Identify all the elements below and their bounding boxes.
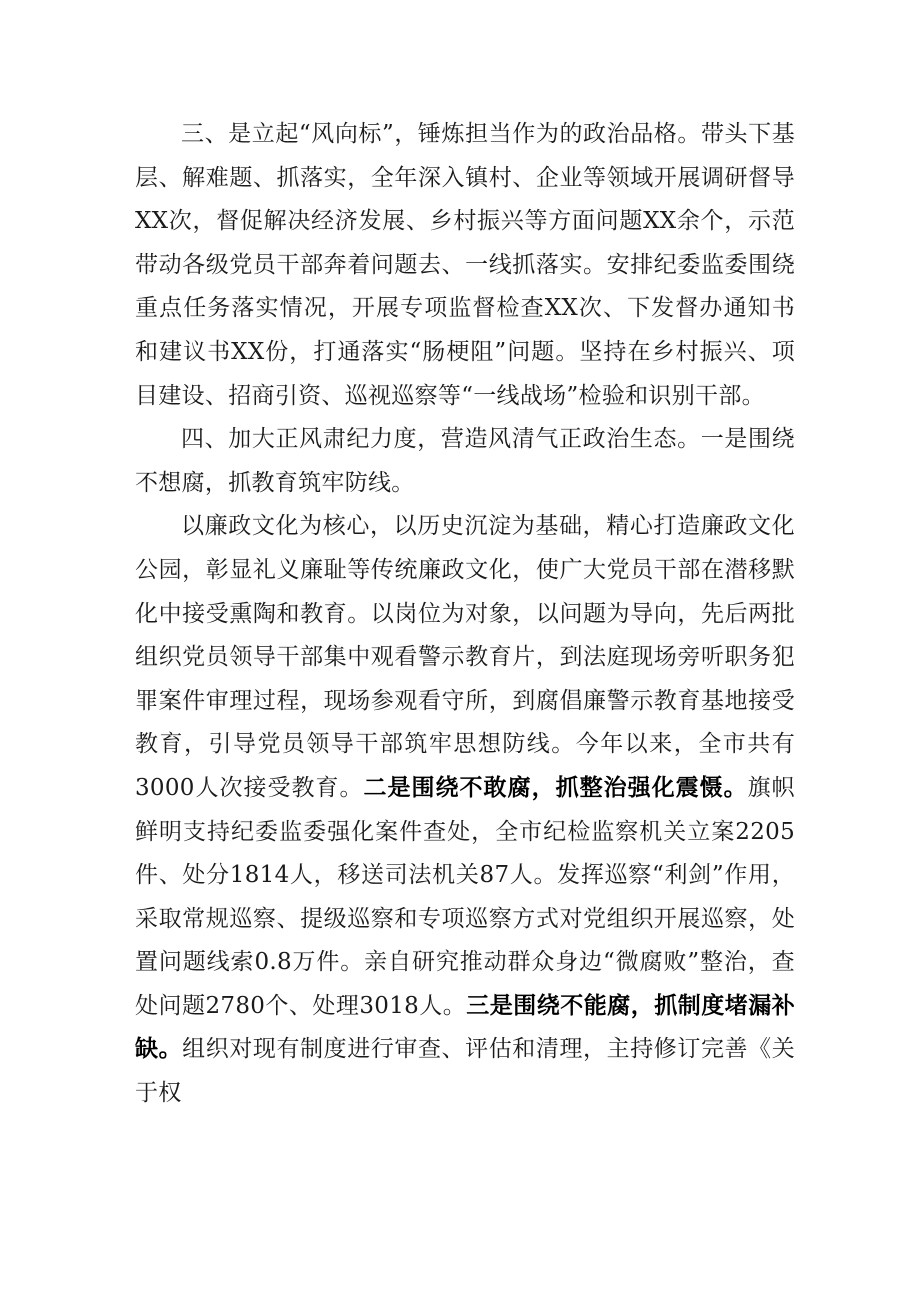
- paragraph-text: 四、加大正风肃纪力度，营造风清气正政治生态。一是围绕不想腐，抓教育筑牢防线。: [135, 426, 795, 496]
- paragraph-three: [135, 113, 795, 418]
- bold-heading-two: 二是围绕不敢腐，抓整治强化震慑。: [363, 774, 748, 801]
- paragraph-text: 以廉政文化为核心，以历史沉淀为基础，精心打造廉政文化公园，彰显礼义廉耻等传统廉政文化，使广大党员干部在潜移默化中接受熏陶和教育。以岗位为对象，以问题为导向，先后两批组织党员领导干部集中观看警示教育片，到法庭现场旁听职务犯罪案件审理过程，现场参观看守所，到腐倡廉警示教育基地接受教育，引导党员领导干部筑牢思想防线。今年以来，全市共有3000人次接受教育。: [135, 513, 795, 801]
- paragraph-text: 旗帜鲜明支持纪委监委强化案件查处，全市纪检监察机关立案2205件、处分1814人，移送司法机关87人。发挥巡察“利剑”作用，采取常规巡察、提级巡察和专项巡察方式对党组织开展巡察，处置问题线索0.8万件。亲自研究推动群众身边“微腐败”整治，查处问题2780个、处理3018人。: [135, 774, 795, 1019]
- paragraph-text: 三、是立起“风向标”，锤炼担当作为的政治品格。带头下基层、解难题、抓落实，全年深入镇村、企业等领域开展调研督导XX次，督促解决经济发展、乡村振兴等方面问题XX余个，示范带动各级党员干部奔着问题去、一线抓落实。安排纪委监委围绕重点任务落实情况，开展专项监督检查XX次、下发督办通知书和建议书XX份，打通落实“肠梗阻”问题。坚持在乡村振兴、项目建设、招商引资、巡视巡察等“一线战场”检验和识别干部。: [135, 121, 795, 409]
- paragraph-anti-corruption: [135, 505, 795, 1115]
- bold-heading-three: 三是围绕不能腐，抓制度堵漏补缺。: [135, 992, 796, 1063]
- paragraph-text: 组织对现有制度进行审查、评估和清理，主持修订完善《关于权: [135, 1036, 795, 1107]
- paragraph-four: [135, 418, 795, 505]
- document-body: [135, 113, 795, 1116]
